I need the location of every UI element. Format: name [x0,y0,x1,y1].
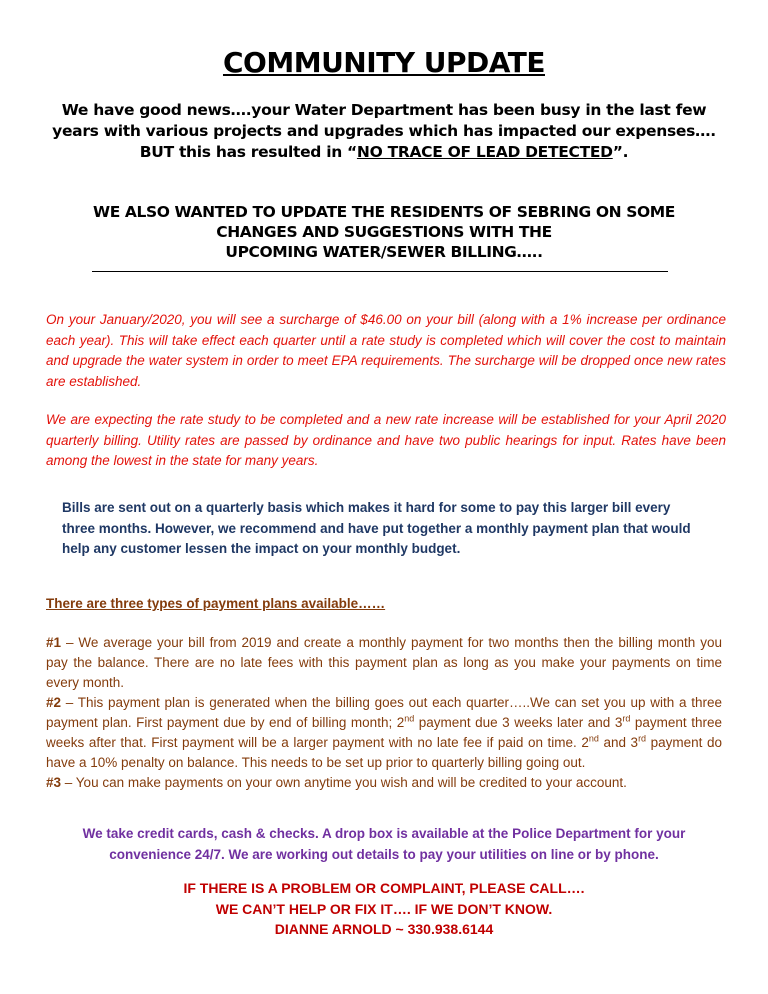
plan-1-number: #1 [46,635,62,650]
divider-line [92,271,668,272]
plan-3 [46,773,722,793]
billing-notice-heading [40,202,728,262]
plan-2 [46,693,722,773]
intro-line-3-prefix: BUT this has resulted in “ [139,143,357,161]
contact-line-3: DIANNE ARNOLD ~ 330.938.6144 [274,921,494,937]
intro-line-3-suffix: ”. [612,143,629,161]
plan-2-sup-rd: rd [622,713,631,724]
page-title: COMMUNITY UPDATE [222,46,545,79]
plan-2-sup-nd: nd [404,713,415,724]
plan-2-text-d: and 3 [598,735,639,750]
plan-2-text-c: payment three weeks after that. First payment will be a larger payment with no late fee if paid on time. 2 [46,715,722,750]
plan-2-sup-nd-2: nd [588,733,599,744]
notice-line-3: UPCOMING WATER/SEWER BILLING….. [225,243,543,261]
plan-2-text-a: – This payment plan is generated when the billing goes out each quarter…..We can set you up with a three payment plan. First payment due by end of billing month; 2 [46,695,722,730]
plan-1 [46,633,722,693]
payment-methods-paragraph [40,824,728,865]
contact-block [40,878,728,940]
notice-line-2: CHANGES AND SUGGESTIONS WITH THE [216,223,552,241]
intro-line-3 [40,142,728,163]
plan-2-number: #2 [46,695,62,710]
rate-study-paragraph: We are expecting the rate study to be completed and a new rate increase will be established for your April 2020 quarterly billing. Utility rates are passed by ordinance and have two public hearings for input. Rates have been among the lowest in the state for many years. [46,412,726,468]
intro-line-1: We have good news….your Water Department has been busy in the last few [61,101,707,119]
no-lead-emphasis: NO TRACE OF LEAD DETECTED [356,143,613,161]
payment-methods-line-2: convenience 24/7. We are working out details to pay your utilities on line or by phone. [109,846,659,862]
quarterly-billing-paragraph: Bills are sent out on a quarterly basis which makes it hard for some to pay this larger bill every three months. However, we recommend and have put together a monthly payment plan that would help any customer lessen the impact on your monthly budget. [62,500,691,556]
plan-1-text: – We average your bill from 2019 and create a monthly payment for two months then the billing month you pay the balance. There are no late fees with this payment plan as long as you make your payments on time every month. [46,635,722,690]
intro-paragraph [40,100,728,163]
plan-2-text-e: payment do have a 10% penalty on balance. This needs to be set up prior to quarterly billing going out. [46,735,722,770]
payment-methods-line-1: We take credit cards, cash & checks. A drop box is available at the Police Department for your [82,826,686,841]
plan-2-text-b: payment due 3 weeks later and 3 [414,715,623,730]
notice-line-1: WE ALSO WANTED TO UPDATE THE RESIDENTS OF SEBRING ON SOME [93,203,675,221]
plan-3-number: #3 [46,775,62,790]
surcharge-paragraph: On your January/2020, you will see a surcharge of $46.00 on your bill (along with a 1% increase per ordinance each year). This will take effect each quarter until a rate study is completed which will cover the cost to maintain and upgrade the water system in order to meet EPA requirements. The surcharge will be dropped once new rates are established. [46,312,726,389]
payment-plans-heading: There are three types of payment plans available…… [46,596,386,611]
plan-3-text: – You can make payments on your own anytime you wish and will be credited to your account. [61,775,627,790]
plan-2-sup-rd-2: rd [638,733,647,744]
intro-line-2: years with various projects and upgrades which has impacted our expenses…. [52,122,716,140]
contact-line-1: IF THERE IS A PROBLEM OR COMPLAINT, PLEASE CALL…. [183,880,585,896]
contact-line-2: WE CAN’T HELP OR FIX IT…. IF WE DON’T KNOW. [215,900,553,917]
payment-plans-list [46,633,722,793]
